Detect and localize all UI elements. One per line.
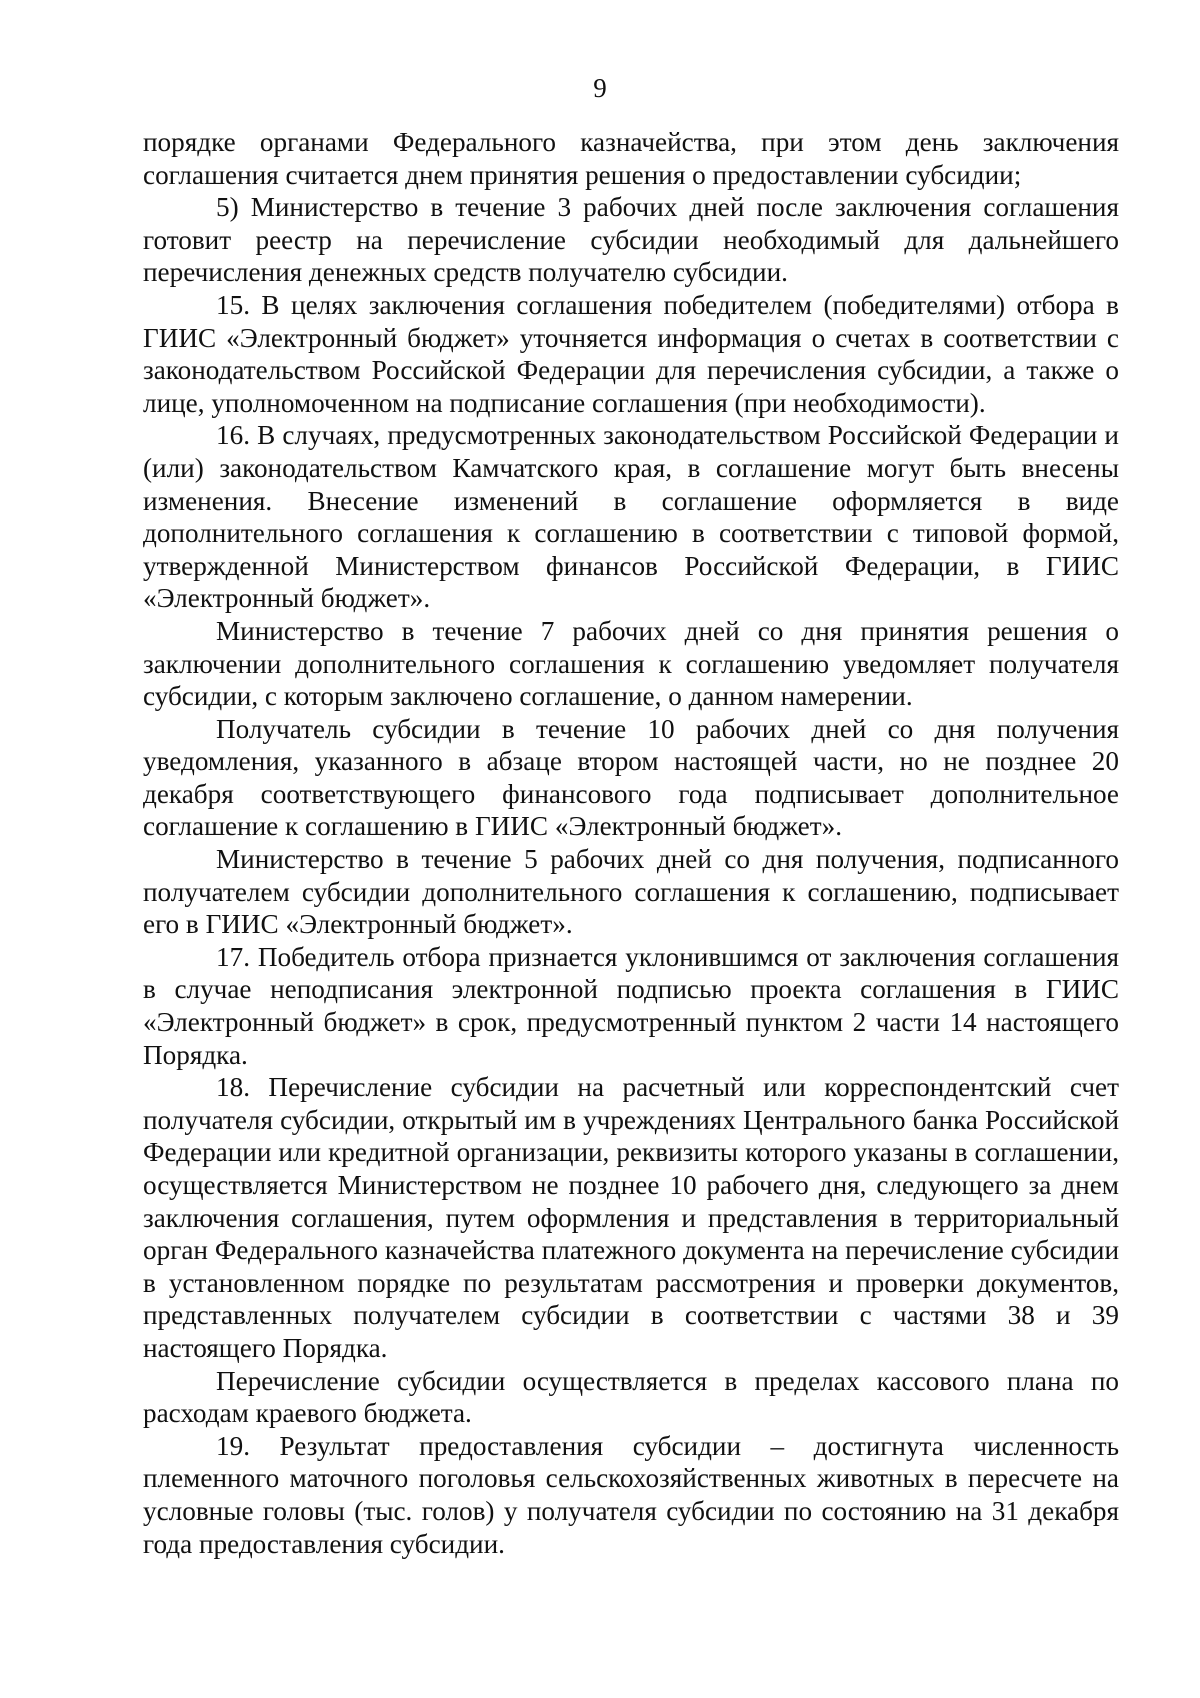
document-body: [143, 126, 1119, 1560]
paragraph-clause-15: 15. В целях заключения соглашения победителем (победителями) отбора в ГИИС «Электронный бюджет» уточняется информация о счетах в соответствии с законодательством Российской Федерации для перечисления субсидии, а также о лице, уполномоченном на подписание соглашения (при необходимости).: [143, 289, 1119, 418]
paragraph-clause-16: 16. В случаях, предусмотренных законодательством Российской Федерации и (или) законодательством Камчатского края, в соглашение могут быть внесены изменения. Внесение изменений в соглашение оформляется в виде дополнительного соглашения к соглашению в соответствии с типовой формой, утвержденной Министерством финансов Российской Федерации, в ГИИС «Электронный бюджет».: [143, 420, 1119, 614]
paragraph-clause-18: 18. Перечисление субсидии на расчетный или корреспондентский счет получателя субсидии, открытый им в учреждениях Центрального банка Российской Федерации или кредитной организации, реквизиты которого указаны в соглашении, осуществляется Министерством не позднее 10 рабочего дня, следующего за днем заключения соглашения, путем оформления и представления в территориальный орган Федерального казначейства платежного документа на перечисление субсидии в установленном порядке по результатам рассмотрения и проверки документов, представленных получателем субсидии в соответствии с частями 38 и 39 настоящего Порядка.: [143, 1072, 1119, 1363]
page-number: 9: [593, 73, 607, 103]
paragraph-clause-16-notice: Министерство в течение 7 рабочих дней со дня принятия решения о заключении дополнительного соглашения к соглашению уведомляет получателя субсидии, с которым заключено соглашение, о данном намерении.: [143, 615, 1119, 712]
paragraph-clause-17: 17. Победитель отбора признается уклонившимся от заключения соглашения в случае неподписания электронной подписью проекта соглашения в ГИИС «Электронный бюджет» в срок, предусмотренный пунктом 2 части 14 настоящего Порядка.: [143, 941, 1119, 1070]
paragraph-clause-16-signing: Министерство в течение 5 рабочих дней со дня получения, подписанного получателем субсидии дополнительного соглашения к соглашению, подписывает его в ГИИС «Электронный бюджет».: [143, 844, 1119, 940]
paragraph-item-5: 5) Министерство в течение 3 рабочих дней после заключения соглашения готовит реестр на перечисление субсидии необходимый для дальнейшего перечисления денежных средств получателю субсидии.: [143, 192, 1119, 288]
paragraph-clause-19: 19. Результат предоставления субсидии – достигнута численность племенного маточного поголовья сельскохозяйственных животных в пересчете на условные головы (тыс. голов) у получателя субсидии по состоянию на 31 декабря года предоставления субсидии.: [143, 1430, 1119, 1559]
paragraph-continuation: порядке органами Федерального казначейства, при этом день заключения соглашения считается днем принятия решения о предоставлении субсидии;: [143, 127, 1119, 190]
paragraph-clause-18-limits: Перечисление субсидии осуществляется в пределах кассового плана по расходам краевого бюджета.: [143, 1365, 1119, 1429]
paragraph-clause-16-recipient: Получатель субсидии в течение 10 рабочих дней со дня получения уведомления, указанного в абзаце втором настоящей части, но не позднее 20 декабря соответствующего финансового года подписывает дополнительное соглашение к соглашению в ГИИС «Электронный бюджет».: [143, 713, 1119, 842]
